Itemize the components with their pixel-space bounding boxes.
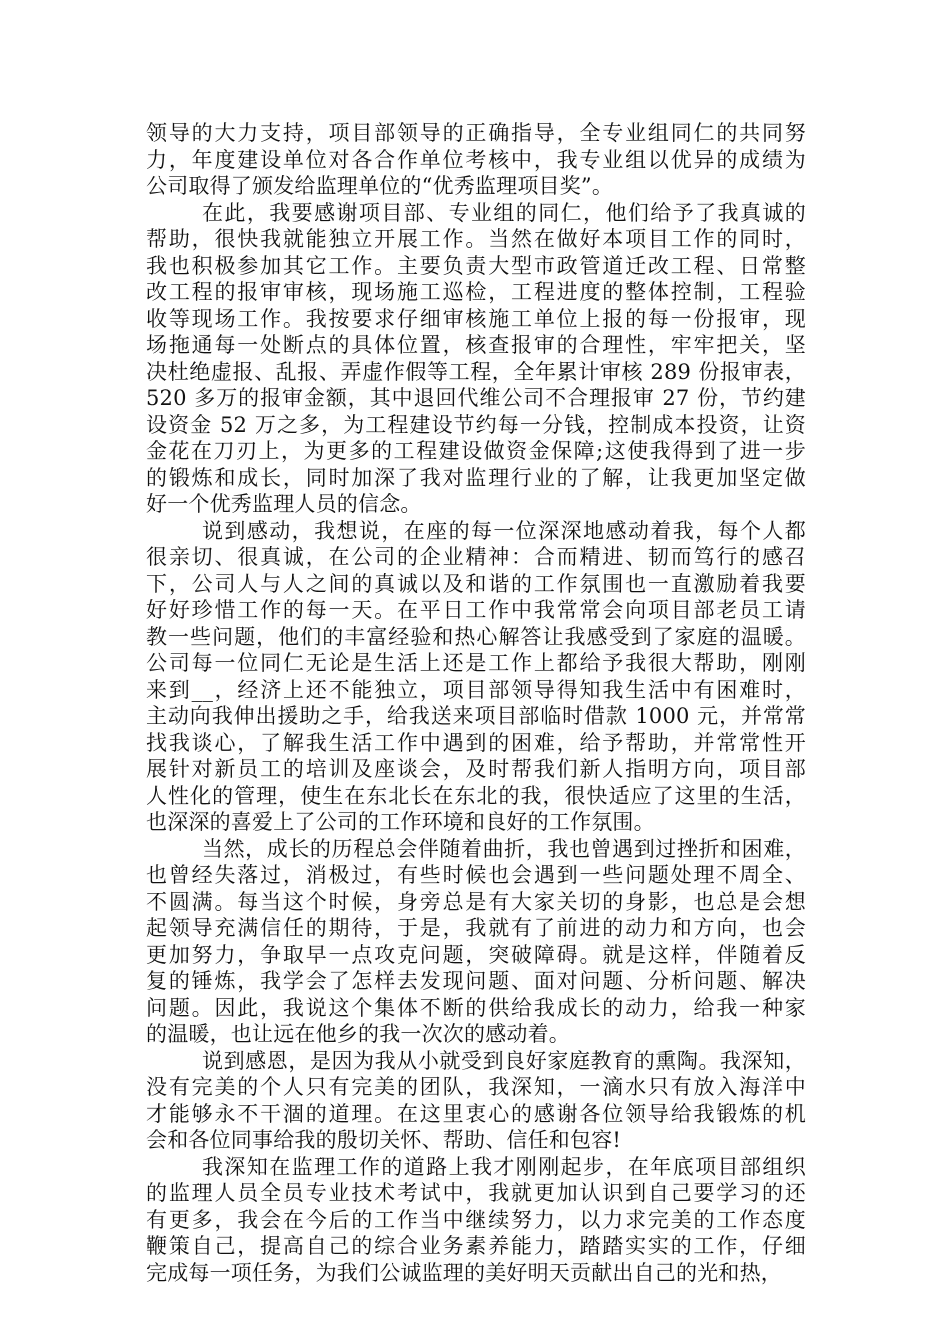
text-line: 当然，成长的历程总会伴随着曲折，我也曾遇到过挫折和困难， bbox=[202, 836, 806, 861]
text-line: 起领导充满信任的期待，于是，我就有了前进的动力和方向，也会 bbox=[146, 916, 806, 940]
text-line: 金花在刀刃上，为更多的工程建设做资金保障;这使我得到了进一步 bbox=[146, 439, 806, 463]
text-line: 收等现场工作。我按要求仔细审核施工单位上报的每一份报审，现 bbox=[146, 306, 806, 331]
text-line: 公司取得了颁发给监理单位的“优秀监理项目奖”。 bbox=[146, 174, 614, 198]
paragraph bbox=[146, 836, 806, 1048]
text-line: 来到__，经济上还不能独立，项目部领导得知我生活中有困难时， bbox=[146, 677, 806, 702]
text-line: 展针对新员工的培训及座谈会，及时帮我们新人指明方向，项目部 bbox=[146, 757, 806, 781]
text-line: 说到感动，我想说，在座的每一位深深地感动着我，每个人都 bbox=[202, 518, 806, 543]
text-line: 好一个优秀监理人员的信念。 bbox=[146, 492, 422, 516]
text-line: 的锻炼和成长，同时加深了我对监理行业的了解，让我更加坚定做 bbox=[146, 465, 806, 490]
paragraph bbox=[146, 1048, 806, 1154]
text-line: 我也积极参加其它工作。主要负责大型市政管道迁改工程、日常整 bbox=[146, 253, 806, 278]
text-line: 帮助，很快我就能独立开展工作。当然在做好本项目工作的同时， bbox=[146, 227, 806, 251]
text-line: 很亲切、很真诚，在公司的企业精神：合而精进、韧而笃行的感召 bbox=[146, 545, 806, 569]
text-line: 鞭策自己，提高自己的综合业务素养能力，踏踏实实的工作，仔细 bbox=[146, 1234, 806, 1258]
paragraph bbox=[146, 518, 806, 836]
text-line: 找我谈心，了解我生活工作中遇到的困难，给予帮助，并常常性开 bbox=[146, 730, 806, 755]
text-line: 在此，我要感谢项目部、专业组的同仁，他们给予了我真诚的 bbox=[202, 200, 806, 225]
text-line: 力，年度建设单位对各合作单位考核中，我专业组以优异的成绩为 bbox=[146, 147, 806, 172]
text-line: 问题。因此，我说这个集体不断的供给我成长的动力，给我一种家 bbox=[146, 995, 806, 1020]
text-line: 教一些问题，他们的丰富经验和热心解答让我感受到了家庭的温暖。 bbox=[146, 624, 806, 649]
paragraph bbox=[146, 200, 806, 518]
text-line: 也深深的喜爱上了公司的工作环境和良好的工作氛围。 bbox=[146, 810, 655, 834]
text-line: 好好珍惜工作的每一天。在平日工作中我常常会向项目部老员工请 bbox=[146, 598, 806, 622]
text-line: 更加努力，争取早一点攻克问题，突破障碍。就是这样，伴随着反 bbox=[146, 942, 806, 967]
text-line: 才能够永不干涸的道理。在这里衷心的感谢各位领导给我锻炼的机 bbox=[146, 1101, 806, 1126]
text-line: 我深知在监理工作的道路上我才刚刚起步，在年底项目部组织 bbox=[202, 1154, 806, 1179]
text-line: 决杜绝虚报、乱报、弄虚作假等工程，全年累计审核 289 份报审表， bbox=[146, 359, 806, 384]
text-line: 公司每一位同仁无论是生活上还是工作上都给予我很大帮助，刚刚 bbox=[146, 651, 806, 675]
text-line: 也曾经失落过，消极过，有些时候也会遇到一些问题处理不周全、 bbox=[146, 863, 806, 887]
text-line: 会和各位同事给我的殷切关怀、帮助、信任和包容! bbox=[146, 1128, 622, 1152]
text-line: 人性化的管理，使生在东北长在东北的我，很快适应了这里的生活， bbox=[146, 783, 806, 808]
text-line: 说到感恩，是因为我从小就受到良好家庭教育的熏陶。我深知， bbox=[202, 1048, 806, 1073]
text-line: 主动向我伸出援助之手，给我送来项目部临时借款 1000 元，并常常 bbox=[146, 704, 806, 728]
text-line: 的监理人员全员专业技术考试中，我就更加认识到自己要学习的还 bbox=[146, 1181, 806, 1205]
paragraph bbox=[146, 1154, 806, 1287]
document-body bbox=[146, 120, 806, 1286]
text-line: 520 多万的报审金额，其中退回代维公司不合理报审 27 份，节约建 bbox=[146, 386, 806, 410]
text-line: 没有完美的个人只有完美的团队，我深知，一滴水只有放入海洋中 bbox=[146, 1075, 806, 1099]
text-line: 领导的大力支持，项目部领导的正确指导，全专业组同仁的共同努 bbox=[146, 121, 806, 145]
text-line: 的温暖，也让远在他乡的我一次次的感动着。 bbox=[146, 1022, 570, 1046]
text-line: 场拖通每一处断点的具体位置，核查报审的合理性，牢牢把关，坚 bbox=[146, 333, 806, 357]
text-line: 改工程的报审审核，现场施工巡检，工程进度的整体控制，工程验 bbox=[146, 280, 806, 304]
text-line: 不圆满。每当这个时候，身旁总是有大家关切的身影，也总是会想 bbox=[146, 889, 806, 914]
text-line: 下，公司人与人之间的真诚以及和谐的工作氛围也一直激励着我要 bbox=[146, 571, 806, 596]
text-line: 有更多，我会在今后的工作当中继续努力，以力求完美的工作态度 bbox=[146, 1207, 806, 1232]
paragraph bbox=[146, 120, 806, 200]
text-line: 完成每一项任务，为我们公诚监理的美好明天贡献出自己的光和热， bbox=[146, 1260, 782, 1285]
text-line: 设资金 52 万之多，为工程建设节约每一分钱，控制成本投资，让资 bbox=[146, 412, 806, 437]
text-line: 复的锤炼，我学会了怎样去发现问题、面对问题、分析问题、解决 bbox=[146, 969, 806, 993]
